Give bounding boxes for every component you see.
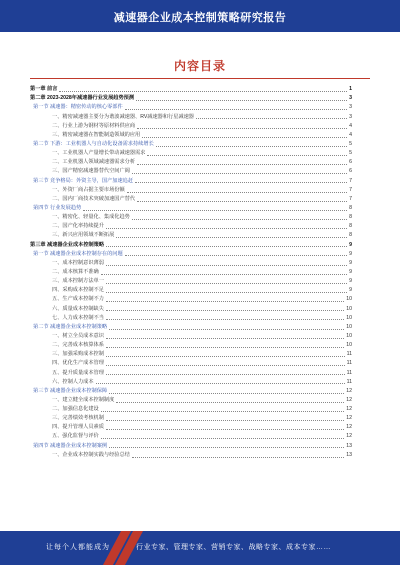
toc-dot-leader [132, 457, 344, 458]
toc-entry[interactable] [30, 286, 352, 295]
toc-dot-leader [101, 438, 345, 439]
toc-entry-label: 第三章 减速器企业成本控制策略 [30, 241, 105, 248]
toc-dot-leader [125, 109, 347, 110]
toc-dot-leader [137, 128, 347, 129]
toc-entry[interactable] [30, 103, 352, 112]
toc-entry-page: 3 [349, 104, 352, 111]
toc-entry[interactable] [30, 323, 352, 332]
toc-entry-page: 10 [346, 332, 352, 339]
toc-dot-leader [106, 265, 347, 266]
toc-entry[interactable] [30, 240, 352, 249]
toc-dot-leader [106, 365, 345, 366]
toc-entry-page: 9 [349, 268, 352, 275]
toc-entry-page: 5 [349, 140, 352, 147]
toc-entry-label: 三、国产精密减速器替代空间广阔 [52, 168, 130, 175]
toc-entry[interactable] [30, 140, 352, 149]
toc-dot-leader [196, 118, 347, 119]
table-of-contents [30, 85, 352, 460]
toc-entry[interactable] [30, 204, 352, 213]
toc-dot-leader [132, 219, 347, 220]
toc-entry-page: 3 [349, 113, 352, 120]
toc-dot-leader [106, 356, 345, 357]
toc-entry-page: 8 [349, 223, 352, 230]
toc-entry[interactable] [30, 131, 352, 140]
toc-dot-leader [116, 237, 347, 238]
toc-entry-label: 二、成本核算不准确 [52, 268, 99, 275]
toc-entry[interactable] [30, 186, 352, 195]
toc-entry[interactable] [30, 112, 352, 121]
toc-entry-label: 一、建立健全成本控制制度 [52, 396, 115, 403]
toc-entry-page: 8 [349, 232, 352, 239]
toc-dot-leader [116, 402, 344, 403]
toc-entry-page: 11 [346, 351, 352, 358]
toc-entry-page: 7 [349, 195, 352, 202]
toc-entry-label: 第一章 前言 [30, 86, 58, 93]
toc-entry-page: 4 [349, 122, 352, 129]
toc-dot-leader [109, 447, 344, 448]
toc-dot-leader [106, 319, 344, 320]
toc-entry[interactable] [30, 213, 352, 222]
toc-entry-page: 9 [349, 259, 352, 266]
toc-entry-label: 一、工业机器人产量增长带动减速器需求 [52, 150, 146, 157]
toc-entry-page: 8 [349, 204, 352, 211]
toc-dot-leader [125, 255, 347, 256]
toc-entry-label: 第四节 减速器企业成本控制案例 [33, 442, 108, 449]
toc-dot-leader [96, 383, 345, 384]
toc-entry-label: 六、控制人力成本 [52, 378, 94, 385]
toc-dot-leader [106, 429, 344, 430]
toc-entry[interactable] [30, 304, 352, 313]
toc-entry-page: 12 [346, 433, 352, 440]
toc-entry-page: 1 [349, 86, 352, 93]
toc-dot-leader [106, 347, 344, 348]
toc-dot-leader [147, 155, 347, 156]
toc-dot-leader [106, 292, 347, 293]
toc-dot-leader [132, 173, 347, 174]
toc-entry-page: 7 [349, 177, 352, 184]
toc-dot-leader [137, 164, 347, 165]
toc-entry-label: 四、优化生产成本管理 [52, 360, 104, 367]
toc-dot-leader [109, 393, 344, 394]
toc-entry[interactable] [30, 314, 352, 323]
toc-dot-leader [106, 246, 347, 247]
report-header [0, 0, 400, 32]
toc-entry[interactable] [30, 259, 352, 268]
toc-entry-label: 三、成本控制方法单一 [52, 278, 104, 285]
toc-entry-label: 第二节 下游：工业机器人与自动化设备需求持续增长 [33, 140, 154, 147]
toc-entry-label: 一、企业成本控制实践与经验总结 [52, 451, 130, 458]
toc-entry[interactable] [30, 432, 352, 441]
toc-entry-label: 二、国内厂商技术突破加速国产替代 [52, 195, 136, 202]
toc-entry-label: 五、强化监督与评价 [52, 433, 99, 440]
toc-entry-label: 五、生产成本控制不力 [52, 296, 104, 303]
toc-entry[interactable] [30, 423, 352, 432]
toc-entry[interactable] [30, 222, 352, 231]
toc-dot-leader [101, 411, 345, 412]
toc-dot-leader [106, 338, 344, 339]
toc-entry-page: 11 [346, 369, 352, 376]
toc-entry-page: 10 [346, 305, 352, 312]
toc-entry-page: 12 [346, 406, 352, 413]
toc-entry-page: 9 [349, 278, 352, 285]
toc-entry-label: 三、新兴应用领域不断拓展 [52, 232, 115, 239]
toc-dot-leader [59, 91, 347, 92]
toc-entry-label: 一、精密减速器主要分为谐波减速器、RV减速器和行星减速器 [52, 113, 194, 120]
toc-entry[interactable] [30, 250, 352, 259]
toc-entry-page: 9 [349, 287, 352, 294]
toc-entry-page: 11 [346, 360, 352, 367]
toc-dot-leader [106, 301, 344, 302]
toc-entry-page: 13 [346, 451, 352, 458]
toc-entry-page: 11 [346, 378, 352, 385]
toc-dot-leader [83, 210, 347, 211]
toc-entry[interactable] [30, 396, 352, 405]
toc-entry[interactable] [30, 359, 352, 368]
toc-entry-page: 6 [349, 159, 352, 166]
toc-entry[interactable] [30, 85, 352, 94]
toc-entry-page: 10 [346, 342, 352, 349]
toc-dot-leader [106, 310, 344, 311]
toc-entry[interactable] [30, 122, 352, 131]
toc-entry-page: 10 [346, 314, 352, 321]
toc-dot-leader [106, 420, 344, 421]
toc-entry-label: 六、质量成本控制缺失 [52, 305, 104, 312]
toc-entry[interactable] [30, 451, 352, 460]
toc-dot-leader [156, 146, 347, 147]
toc-entry[interactable] [30, 158, 352, 167]
toc-dot-leader [106, 228, 347, 229]
toc-entry-page: 12 [346, 387, 352, 394]
toc-dot-leader [106, 283, 347, 284]
toc-entry-page: 3 [349, 95, 352, 102]
toc-entry-label: 二、完善成本核算体系 [52, 342, 104, 349]
toc-entry-page: 4 [349, 131, 352, 138]
toc-dot-leader [101, 274, 347, 275]
toc-entry-page: 13 [346, 442, 352, 449]
toc-entry[interactable] [30, 378, 352, 387]
toc-dot-leader [106, 374, 345, 375]
toc-entry[interactable] [30, 149, 352, 158]
toc-dot-leader [109, 329, 344, 330]
toc-entry-label: 四、采购成本控制不足 [52, 287, 104, 294]
toc-entry-page: 12 [346, 396, 352, 403]
toc-entry-label: 一、精密化、轻量化、集成化趋势 [52, 214, 130, 221]
toc-entry-label: 第二节 减速器企业成本控制策略 [33, 323, 108, 330]
toc-entry-label: 二、工业机器人领域减速器需求分析 [52, 159, 136, 166]
toc-entry-page: 12 [346, 415, 352, 422]
toc-entry-label: 第一节 减速器企业成本控制存在的问题 [33, 250, 123, 257]
footer-banner [0, 531, 400, 565]
toc-entry[interactable] [30, 405, 352, 414]
toc-entry-page: 5 [349, 150, 352, 157]
toc-dot-leader [137, 201, 347, 202]
toc-entry[interactable] [30, 176, 352, 185]
footer-tagline: 行业专家、管理专家、营销专家、战略专家、成本专家…… [136, 544, 331, 551]
toc-entry-label: 七、人力成本控制不当 [52, 314, 104, 321]
toc-entry[interactable] [30, 94, 352, 103]
toc-entry[interactable] [30, 277, 352, 286]
toc-entry-label: 一、成本控制意识薄弱 [52, 259, 104, 266]
toc-heading: 内容目录 [173, 59, 226, 73]
toc-entry-label: 三、加强采购成本控制 [52, 351, 104, 358]
toc-entry[interactable] [30, 414, 352, 423]
report-title: 减速器企业成本控制策略研究报告 [113, 12, 287, 24]
toc-entry-page: 7 [349, 186, 352, 193]
toc-entry-label: 一、外资厂商占据主要市场份额 [52, 186, 125, 193]
toc-entry[interactable] [30, 268, 352, 277]
toc-entry[interactable] [30, 295, 352, 304]
toc-entry-page: 9 [349, 250, 352, 257]
toc-entry-page: 8 [349, 214, 352, 221]
toc-entry-label: 第二章 2023-2028年减速器行业发展趋势预测 [30, 95, 135, 102]
toc-entry-label: 二、行业上游为钢材等原材料供应商 [52, 122, 136, 129]
toc-dot-leader [135, 182, 347, 183]
toc-dot-leader [142, 137, 347, 138]
toc-entry-label: 二、国产化率持续提升 [52, 223, 104, 230]
toc-entry-label: 一、树立全员成本意识 [52, 332, 104, 339]
toc-entry-label: 第一节 减速器：精密传动的核心零部件 [33, 104, 123, 111]
toc-entry[interactable] [30, 368, 352, 377]
toc-entry-page: 6 [349, 168, 352, 175]
toc-entry-page: 10 [346, 323, 352, 330]
toc-entry-label: 第三节 竞争格局：外资主导，国产加速追赶 [33, 177, 134, 184]
toc-entry[interactable] [30, 167, 352, 176]
toc-dot-leader [127, 192, 347, 193]
toc-entry[interactable] [30, 195, 352, 204]
toc-entry-page: 12 [346, 424, 352, 431]
toc-entry[interactable] [30, 441, 352, 450]
toc-heading-divider [30, 78, 370, 79]
toc-entry-label: 五、提升质量成本管理 [52, 369, 104, 376]
toc-entry-page: 10 [346, 296, 352, 303]
toc-entry-label: 第三节 减速器企业成本控制保障 [33, 387, 108, 394]
toc-entry-label: 第四节 行业发展趋势 [33, 204, 82, 211]
toc-entry[interactable] [30, 231, 352, 240]
toc-entry[interactable] [30, 350, 352, 359]
toc-entry-label: 四、提升管理人员素质 [52, 424, 104, 431]
toc-dot-leader [136, 100, 347, 101]
toc-entry-label: 三、精密减速器在智能制造领域的应用 [52, 131, 141, 138]
toc-entry[interactable] [30, 387, 352, 396]
toc-entry-label: 二、加强信息化建设 [52, 406, 99, 413]
toc-entry[interactable] [30, 341, 352, 350]
toc-entry-page: 9 [349, 241, 352, 248]
toc-entry[interactable] [30, 332, 352, 341]
footer-slogan: 让每个人都能成为 [46, 544, 110, 551]
toc-entry-label: 三、完善绩效考核机制 [52, 415, 104, 422]
